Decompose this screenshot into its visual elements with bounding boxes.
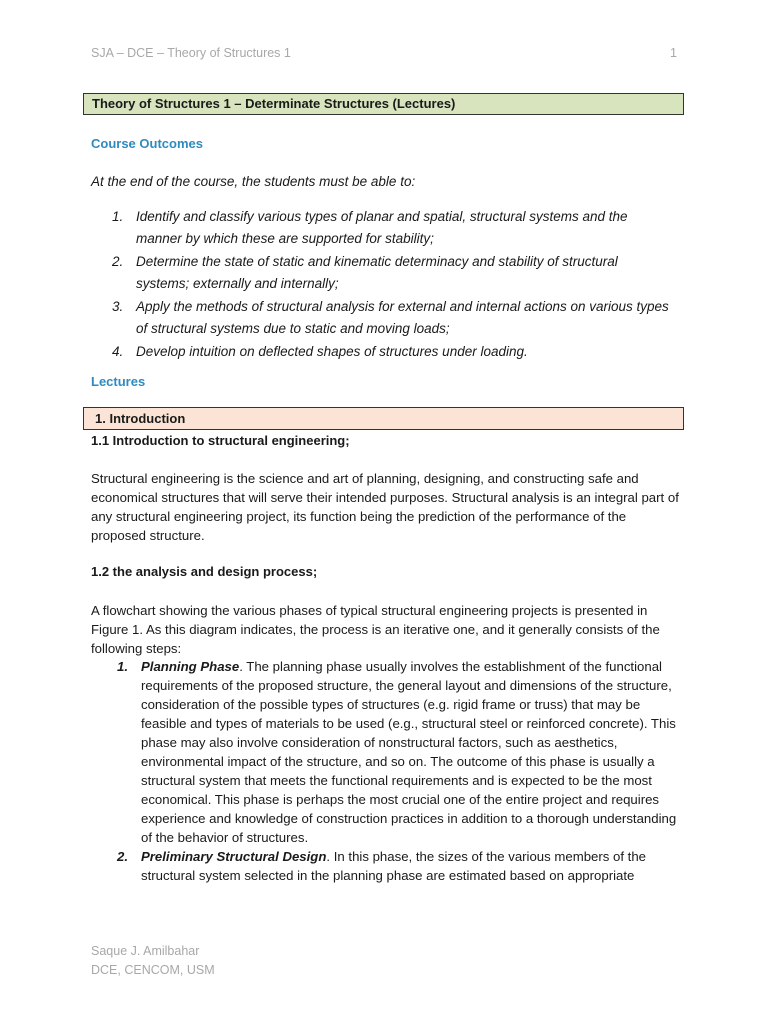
step-title: Preliminary Structural Design bbox=[141, 849, 327, 864]
list-item bbox=[117, 847, 677, 885]
list-item-text: Determine the state of static and kinematic determinacy and stability of structural systems; externally and internally; bbox=[136, 254, 618, 291]
paragraph: A flowchart showing the various phases of typical structural engineering projects is presented in Figure 1. As this diagram indicates, the process is an iterative one, and it generally consists of the following steps: bbox=[91, 603, 660, 656]
footer-affiliation: DCE, CENCOM, USM bbox=[91, 963, 215, 977]
step-title: Planning Phase bbox=[141, 659, 240, 674]
page-header bbox=[91, 46, 677, 64]
list-item bbox=[117, 657, 677, 847]
list-item-number: 2. bbox=[112, 254, 124, 269]
header-text: SJA – DCE – Theory of Structures 1 bbox=[91, 46, 291, 60]
steps-list bbox=[117, 657, 677, 885]
list-item-text: Identify and classify various types of planar and spatial, structural systems and the manner by which these are supported for stability; bbox=[136, 209, 628, 246]
list-item-text: Apply the methods of structural analysis for external and internal actions on various types of structural systems due to static and moving loads; bbox=[136, 299, 669, 336]
document-title: Theory of Structures 1 – Determinate Structures (Lectures) bbox=[83, 93, 684, 115]
subsection-heading: 1.1 Introduction to structural engineering; bbox=[91, 433, 350, 448]
outcomes-intro: At the end of the course, the students must be able to: bbox=[91, 174, 416, 189]
list-item-text: Develop intuition on deflected shapes of structures under loading. bbox=[136, 344, 528, 359]
list-item bbox=[112, 251, 672, 295]
step-text: . The planning phase usually involves the establishment of the functional requirements of the proposed structure, the general layout and dimensions of the structure, consideration of the possible types of structures (e.g. rigid frame or truss) that may be feasible and types of materials to be used (e.g., structural steel or reinforced concrete). This phase may also involve consideration of nonstructural factors, such as aesthetics, environmental impact of the structure, and so on. The outcome of this phase is usually a structural system that meets the functional requirements and is expected to be the most economical. This phase is perhaps the most crucial one of the entire project and requires experience and knowledge of construction practices in addition to a thorough understanding of the behavior of structures. bbox=[141, 659, 677, 845]
list-item bbox=[112, 296, 672, 340]
paragraph: Structural engineering is the science and art of planning, designing, and constructing safe and economical structures that will serve their intended purposes. Structural analysis is an integral part of any structural engineering project, its function being the prediction of the performance of the proposed structure. bbox=[91, 471, 679, 543]
footer-author: Saque J. Amilbahar bbox=[91, 944, 200, 958]
list-item bbox=[112, 341, 672, 363]
page-footer bbox=[91, 942, 215, 980]
outcomes-list bbox=[112, 206, 672, 364]
course-outcomes-heading: Course Outcomes bbox=[91, 136, 203, 151]
list-item bbox=[112, 206, 672, 250]
step-text: . In this phase, the sizes of the various members of the structural system selected in the planning phase are estimated based on appropriate bbox=[141, 849, 647, 883]
list-item-number: 1. bbox=[112, 209, 124, 224]
list-item-number: 4. bbox=[112, 344, 124, 359]
page-number: 1 bbox=[670, 46, 677, 60]
list-item-number: 2. bbox=[117, 849, 128, 864]
lecture-section-title: 1. Introduction bbox=[83, 407, 684, 430]
list-item-number: 3. bbox=[112, 299, 124, 314]
subsection-heading: 1.2 the analysis and design process; bbox=[91, 564, 318, 579]
lectures-heading: Lectures bbox=[91, 374, 146, 389]
list-item-number: 1. bbox=[117, 659, 128, 674]
